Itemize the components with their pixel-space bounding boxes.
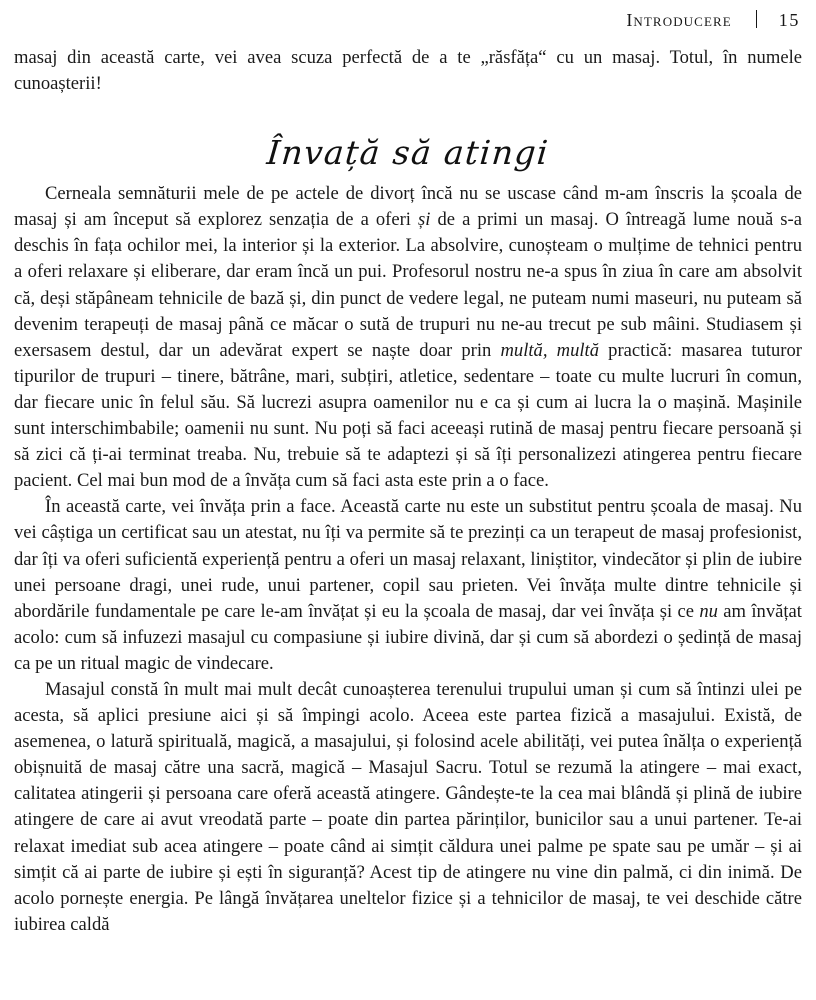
paragraph-1-text-c: practică: masarea tuturor tipurilor de trupuri – tinere, bătrâne, mari, subțiri, atletice, sedentare – toate cu multe lucruri în comun, dar fiecare unic în felul său. Să lucrezi asupra oamenilor nu e ca și cum ai lucra la o mașină. Mașinile sunt interschimbabile; oamenii nu sunt. Nu poți să faci aceeași rutină de masaj pentru fiecare persoană și să zici că ți-ai terminat treaba. Nu, trebuie să te adaptezi și să îți personalizezi atingerea pentru fiecare pacient. Cel mai bun mod de a învăța cum să faci asta este prin a o face.: [14, 339, 802, 492]
paragraph-2-text-a: În această carte, vei învăța prin a face. Această carte nu este un substitut pentru școala de masaj. Nu vei câștiga un certificat sau un atestat, nu îți va permite să te prezinți ca un terapeut de masaj profesionist, dar îți va oferi suficientă experiență pentru a oferi un masaj relaxant, liniștitor, vindecător și plin de iubire unei persoane dragi, unei rude, unui partener, copil sau prieten. Vei învăța multe dintre tehnicile și abordările fundamentale pe care le-am învățat și eu la școala de masaj, dar vei învăța și ce: [14, 496, 802, 622]
running-head: [626, 8, 800, 29]
running-head-title: Introducere: [626, 10, 732, 30]
paragraph-continued: masaj din această carte, vei avea scuza perfectă de a te „răsfăța“ cu un masaj. Totul, în numele cunoașterii!: [14, 47, 802, 95]
paragraph-1-emphasis-b: multă, multă: [500, 339, 600, 361]
paragraph-1-text-b: de a primi un masaj. O întreagă lume nouă s-a deschis în fața ochilor mei, la interior și la exterior. La absolvire, cunoșteam o mulțime de tehnici pentru a oferi relaxare și eliberare, dar eram încă un pui. Profesorul nostru ne-a spus în ziua în care am absolvit că, deși stăpâneam tehnicile de bază și, din punct de vedere legal, ne puteam numi maseuri, nu puteam să devenim terapeuți de masaj până ce măcar o sută de trupuri nu ne-au trecut pe sub mâini. Studiasem și exersasem destul, dar un adevărat expert se naște doar prin: [14, 209, 802, 361]
paragraph-1-emphasis-a: și: [418, 209, 431, 231]
paragraph-1-text-a: Cerneala semnăturii mele de pe actele de divorț încă nu se uscase când m-am înscris la școala de masaj și am început să explorez senzația de a oferi: [14, 183, 802, 231]
paragraph-1: [14, 181, 802, 494]
text-block: [14, 45, 802, 938]
paragraph-2: [14, 494, 802, 677]
paragraph-3: Masajul constă în mult mai mult decât cunoașterea terenului trupului uman și cum să întinzi ulei pe acesta, să aplici presiune aici și să împingi acolo. Aceea este partea fizică a masajului. Există, de asemenea, o latură spirituală, magică, a masajului, și folosind acele abilități, vei putea înălța o experiență obișnuită de masaj către una sacră, magică – Masajul Sacru. Totul se rezumă la atingere – mai exact, calitatea atingerii și persoana care oferă această atingere. Gândește-te la cea mai blândă și plină de iubire atingere de care ai avut vreodată parte – poate din partea părinților, bunicilor sau a unui partener. Te-ai relaxat imediat sub acea atingere – poate când ai simțit căldura unei palme pe spate sau pe umăr – și ai simțit că ai parte de iubire și ești în siguranță? Acest tip de atingere nu vine din palmă, ci din inimă. De acolo pornește energia. Pe lângă învățarea uneltelor fizice și a tehnicilor de masaj, te vei deschide către iubirea caldă: [14, 678, 802, 935]
running-head-divider: [756, 10, 757, 28]
page-number: 15: [778, 10, 800, 30]
paragraph-2-emphasis-a: nu: [699, 600, 718, 622]
heading-spacer-top: [14, 97, 802, 117]
chapter-heading: Învață să atingi: [265, 133, 551, 173]
paragraph-2-text-b: am învățat acolo: cum să infuzezi masajul cu compasiune și iubire divină, dar și cum să abordezi o ședință de masaj ca pe un ritual magic de vindecare.: [14, 600, 802, 674]
